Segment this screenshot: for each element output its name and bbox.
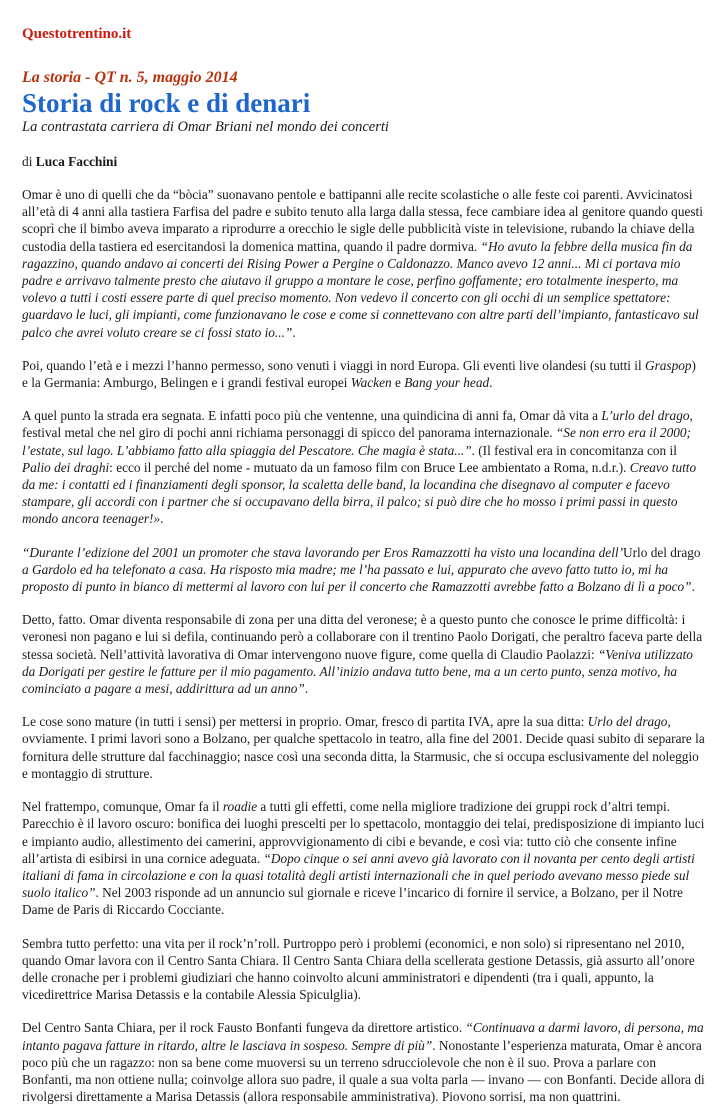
text-run: , ovviamente. I primi lavori sono a Bolzano, per qualche spettacolo in teatro, alla fine del 2001. Decide quasi subito di separare la fornitura delle strutture dal facchinaggio; nasce così una seconda ditta, la Starmusic, che si occupa esclusivamente del noleggio e montaggio di strutture. xyxy=(22,714,705,781)
site-name[interactable]: Questotrentino.it xyxy=(22,26,132,42)
italic-text: Graspop xyxy=(644,357,692,373)
text-run: , festival metal che nel giro di pochi anni richiama personaggi di spicco del panorama internazionale. xyxy=(22,408,693,441)
article-body xyxy=(22,186,705,1105)
text-run: Omar è uno di quelli che da “bòcia” suonavano pentole e battipanni alle recite scolastiche o alle feste coi parenti. Avvicinatosi all’età di 4 anni alla tastiera Farfisa del padre e subito tenuto alla larga dalla stessa, fece cambiare idea al genitore quando questi scoprì che il bimbo aveva imparato a riprodurre a orecchio le sigle delle pubblicità viste in televisione, rubando la chiave della custodia della tastiera ed esercitandosi la domenica mattina, quando il padre dormiva. xyxy=(22,187,703,254)
text-run: . xyxy=(489,375,493,391)
author-name: Luca Facchini xyxy=(35,154,118,169)
text-run: Sembra tutto perfetto: una vita per il rock’n’roll. Purtroppo però i problemi (economici, e non solo) si ripresentano nel 2010, quando Omar lavora con il Centro Santa Chiara. Il Centro Santa Chiara della scellerata gestione Detassis, già assurto all’onore delle cronache per i problemi giudiziari che hanno coinvolto alcuni amministratori e dipendenti (tra i quali, appunto, la vicedirettrice Marisa Detassis e la contabile Alessia Spiculglia). xyxy=(22,935,695,1003)
text-run: Poi, quando l’età e i mezzi l’hanno permesso, sono venuti i viaggi in nord Europa. Gli eventi live olandesi (su tutti il xyxy=(22,357,645,373)
italic-text: Palio dei draghi xyxy=(22,459,110,475)
text-run: . Nonostante l’esperienza maturata, Omar è ancora poco più che un ragazzo: non sa bene come muoversi su un terreno sdrucciolevole che non è il suo. Prova a parlare con Bonfanti, ma non ottiene nulla; coinvolge allora suo padre, il quale a sua volta parla — invano — con Bonfanti. Decide allora di rivolgersi direttamente a Marisa Detassis (allora responsabile amministrativa). Piovono sorrisi, ma non quattrini. xyxy=(22,1037,705,1105)
article-paragraph xyxy=(22,935,705,1004)
article-paragraph xyxy=(22,186,705,341)
text-run: A quel punto la strada era segnata. E infatti poco più che ventenne, una quindicina di anni fa, Omar dà vita a xyxy=(22,408,602,424)
italic-text: “Continuava a darmi lavoro, di persona, ma intanto pagava fatture in ritardo, altre le lasciava in sospeso. Sempre di più” xyxy=(22,1020,704,1053)
text-run: Del Centro Santa Chiara, per il rock Fausto Bonfanti fungeva da direttore artistico. xyxy=(22,1020,466,1036)
article-paragraph xyxy=(22,1019,705,1105)
italic-text: “Ho avuto la febbre della musica fin da ragazzino, quando andavo ai concerti dei Rising Power a Pergine o Caldonazzo. Manco avevo 12 anni... Mi ci portava mio padre e arrivavo talmente presto che aiutavo il gruppo a montare le cose, perfino goffamente; ero totalmente inesperto, ma volevo a tutti i costi essere parte di quel preciso momento. Non vedevo il concerto con gli occhi di un semplice spettatore: guardavo le luci, gli impianti, come funzionavano le cose e come si connettevano con altre parti dell’impianto, fantasticavo sul palco che avrei voluto creare se ci fossi stato io...” xyxy=(22,238,699,340)
text-run: . xyxy=(292,324,296,340)
text-run: Nel frattempo, comunque, Omar fa il xyxy=(22,799,223,815)
text-run: Detto, fatto. Omar diventa responsabile di zona per una ditta del veronese; è a questo punto che conosce le prime difficoltà: i veronesi non pagano e lui si defila, continuando però a collaborare con il trentino Paolo Dorigati, che peraltro faceva parte della stessa società. Nell’attività lavorativa di Omar intervengono nuove figure, come quella di Claudio Paolazzi: xyxy=(22,612,703,662)
text-run: . Nel 2003 risponde ad un annuncio sul giornale e riceve l’incarico di fornire il service, a Bolzano, per il Notre Dame de Paris di Riccardo Cocciante. xyxy=(22,885,683,918)
text-run: . xyxy=(304,681,309,697)
article-paragraph xyxy=(22,407,705,527)
article-kicker: La storia - QT n. 5, maggio 2014 xyxy=(22,69,238,86)
article-paragraph xyxy=(22,544,705,596)
text-run: Urlo del drago xyxy=(623,544,701,560)
byline-prefix: di xyxy=(22,154,36,169)
text-run: . (Il festival era in concomitanza con il xyxy=(471,442,677,458)
article-paragraph xyxy=(22,357,705,391)
text-run: e xyxy=(391,375,405,391)
text-run: Le cose sono mature (in tutti i sensi) per mettersi in proprio. Omar, fresco di partita IVA, apre la sua ditta: xyxy=(22,714,588,730)
italic-text: “Durante l’edizione del 2001 un promoter che stava lavorando per Eros Ramazzotti ha visto una locandina dell’ xyxy=(22,544,624,560)
italic-text: Bang your head xyxy=(404,375,490,391)
italic-text: Creavo tutto da me: i contatti ed i finanziamenti degli sponsor, la scaletta delle band, la locandina che disegnavo al computer e facevo stampare, gli accordi con i partner che si occupavano della birra, il palco; si può dire che ho mosso i primi passi in questo mondo ancora teenager!» xyxy=(22,459,697,527)
article-paragraph xyxy=(22,713,705,782)
article-subtitle: La contrastata carriera di Omar Briani nel mondo dei concerti xyxy=(22,119,389,135)
italic-text: L’urlo del drago xyxy=(601,408,690,424)
text-run: : ecco il perché del nome - mutuato da un famoso film con Bruce Lee ambientato a Roma, n.d.r.). xyxy=(109,459,630,475)
italic-text: “Se non erro era il 2000; l’estate, sul lago. L’abbiamo fatto alla spiaggia del Pescatore. Che magia è stata...” xyxy=(22,425,691,458)
italic-text: “Veniva utilizzato da Dorigati per gestire le fatture per il mio pagamento. All’inizio andava tutto bene, ma a un certo punto, senza motivo, ha cominciato a pagare a mesi, addirittura ad un anno” xyxy=(22,646,693,697)
text-run: . xyxy=(691,579,695,595)
byline xyxy=(22,153,705,171)
text-run: . xyxy=(160,511,164,527)
article-paragraph xyxy=(22,798,705,918)
article-paragraph xyxy=(22,611,705,697)
italic-text: roadie xyxy=(222,799,258,815)
text-run: a tutti gli effetti, come nella migliore tradizione dei gruppi rock d’altri tempi. Parecchio è il lavoro oscuro: bonifica dei luoghi prescelti per lo spettacolo, montaggio dei telai, predisposizione di impianto luci e impianto audio, allestimento dei camerini, approvvigionamento di cibi e bevande, e così via: tutto ciò che consente infine all’artista di esibirsi in una cornice adeguata. xyxy=(22,799,705,866)
article-title: Storia di rock e di denari xyxy=(22,88,311,118)
italic-text: “Dopo cinque o sei anni avevo già lavorato con il novanta per cento degli artisti italiani di fama in circolazione e con la quasi totalità degli artisti internazionali che in quel periodo avevano messo piede sul suolo italico” xyxy=(22,850,695,901)
italic-text: a Gardolo ed ha telefonato a casa. Ha risposto mia madre; me l’ha passato e lui, appurato che avevo fatto tutto io, mi ha proposto di punto in bianco di mettermi al lavoro con lui per il concerto che Ramazzotti avrebbe fatto a Bolzano di lì a poco” xyxy=(22,561,692,595)
italic-text: Wacken xyxy=(350,375,392,391)
text-run: ) e la Germania: Amburgo, Belingen e i grandi festival europei xyxy=(22,357,696,391)
italic-text: Urlo del drago xyxy=(587,714,668,730)
